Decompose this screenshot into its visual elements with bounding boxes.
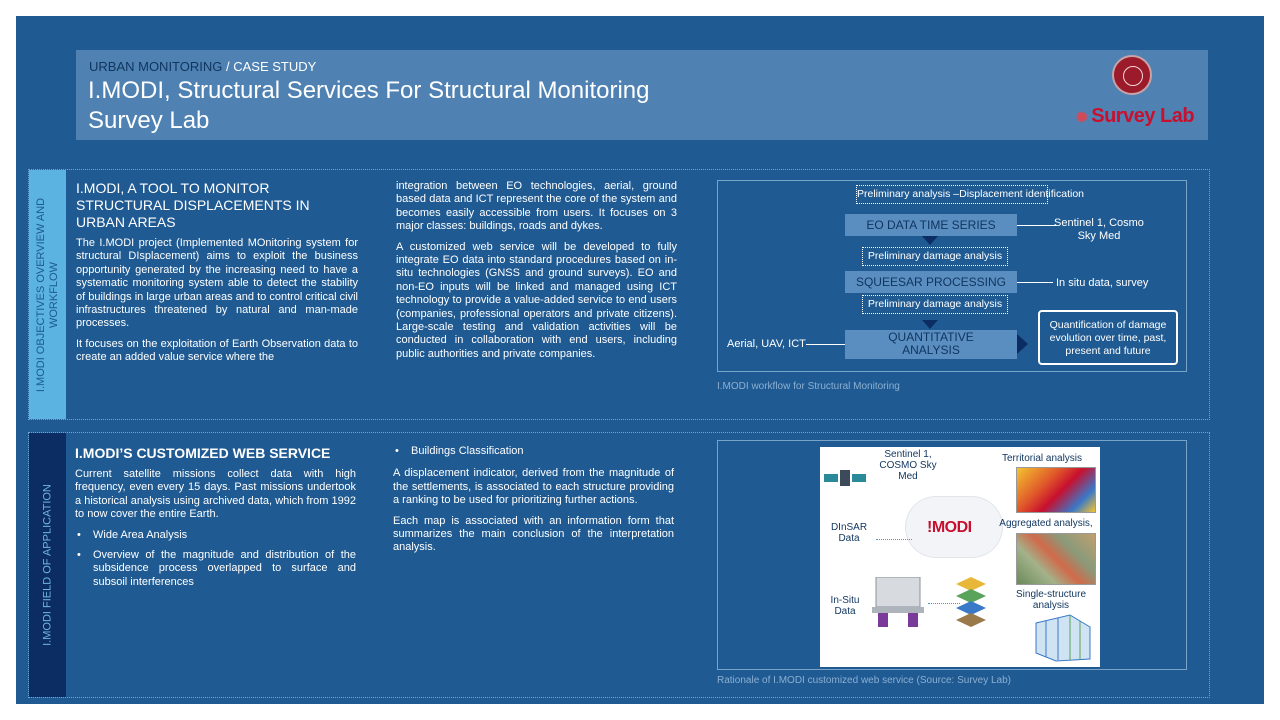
connector-dinsar: [876, 539, 912, 540]
step-quantitative-analysis: [845, 330, 1017, 359]
step-preliminary-displacement: Preliminary analysis –Displacement identification: [856, 185, 1048, 204]
input-sentinel-line1: Sentinel 1, Cosmo: [1054, 217, 1144, 229]
building-model-icon: [1030, 613, 1096, 663]
breadcrumb-separator: /: [222, 59, 234, 74]
step-eo-data-time-series: EO DATA TIME SERIES: [845, 214, 1017, 236]
input-aerial: Aerial, UAV, ICT: [727, 338, 806, 350]
arrow-right-icon: [1017, 334, 1028, 354]
output-line1: Quantification of damage: [1049, 319, 1167, 331]
objectives-paragraph-1: The I.MODI project (Implemented MOnitoring system for structural DIsplacement) aims to exploit the business opportunity generated by the increasing need to have a systematic monitoring system able to detect the stability of buildings in large urban areas and to control critical civil infrastructures threatened by natural and man-made processes.: [76, 237, 358, 330]
connector-insitu: [1017, 282, 1053, 283]
label-insitu-line1: In-Situ: [830, 595, 860, 606]
application-column-2: [393, 445, 674, 562]
step-preliminary-damage-1: Preliminary damage analysis: [862, 247, 1008, 266]
label-territorial: Territorial analysis: [1001, 453, 1083, 464]
label-insitu: [822, 595, 868, 617]
application-paragraph-1: Current satellite missions collect data with high frequency, even every 15 days. Past missions undertook a historical analysis using archived data, which from 1992 to now cover the entire Earth.: [75, 468, 356, 521]
input-sentinel-line2: Sky Med: [1077, 230, 1121, 242]
label-aggregated: Aggregated analysis,: [999, 518, 1093, 529]
survey-lab-logo: [1076, 105, 1194, 128]
workflow-caption: I.MODI workflow for Structural Monitoring: [717, 381, 900, 392]
label-dinsar-line2: Data: [838, 533, 860, 544]
connector-aerial: [806, 344, 845, 345]
sidebar-label-line2: WORKFLOW: [47, 261, 60, 328]
logo-star-icon: ✺: [1076, 109, 1088, 125]
layers-icon: [956, 577, 986, 631]
bullet-buildings: • Buildings Classification: [393, 445, 674, 458]
header-banner: [76, 50, 1208, 140]
output-line3: present and future: [1065, 345, 1151, 357]
page-title: [88, 76, 650, 136]
objectives-sidebar: [29, 170, 66, 419]
application-sidebar: [29, 433, 66, 697]
application-paragraph-3: Each map is associated with an information form that summarizes the main conclusion of the interpretation analysis.: [393, 514, 674, 554]
output-line2: evolution over time, past,: [1049, 332, 1167, 344]
satellite-icon: [824, 465, 868, 491]
application-column-1: [75, 445, 356, 596]
application-paragraph-2: A displacement indicator, derived from the magnitude of the settlements, is associated to each structure providing a ranking to be used for prioritizing further actions.: [393, 467, 674, 507]
imodi-cloud-logo: [927, 519, 972, 537]
label-insitu-line2: Data: [834, 606, 856, 617]
application-sidebar-label: I.MODI FIELD OF APPLICATION: [41, 484, 53, 646]
label-sentinel-line2: COSMO Sky: [879, 460, 937, 471]
bullet-wide-area: • Wide Area Analysis: [75, 529, 356, 542]
sidebar-label-line1: I.MODI OBJECTIVES OVERVIEW AND: [34, 197, 47, 392]
territorial-heatmap: [1016, 467, 1096, 513]
arrow-down-1-icon: [922, 236, 938, 245]
breadcrumb: [89, 59, 316, 74]
objectives-paragraph-2: It focuses on the exploitation of Earth Observation data to create an added value service where the: [76, 337, 358, 364]
university-seal-icon: [1112, 55, 1152, 95]
page-title-line1: I.MODI, Structural Services For Structural Monitoring: [88, 77, 650, 104]
input-sentinel: [1044, 217, 1154, 243]
label-dinsar-line1: DInSAR: [830, 522, 868, 533]
step-quantitative-line1: QUANTITATIVE: [888, 330, 974, 344]
label-sentinel: [868, 449, 948, 482]
objectives-panel: [28, 169, 1210, 420]
logo-part-2: O: [944, 519, 957, 536]
label-single-structure: [1006, 589, 1096, 611]
workflow-diagram: [717, 180, 1187, 372]
aggregated-map: [1016, 533, 1096, 585]
output-quantification: [1038, 310, 1178, 365]
logo-part-1: !M: [927, 519, 945, 536]
laptop-icon: [872, 577, 926, 627]
breadcrumb-section[interactable]: URBAN MONITORING: [89, 59, 223, 74]
logo-label: Survey Lab: [1091, 105, 1195, 127]
bullet-overview: • Overview of the magnitude and distribution of the subsidence process overlapped to surface and subsoil interferences: [75, 549, 356, 589]
objectives-column-2: [396, 180, 677, 368]
objectives-column-1: [76, 180, 358, 372]
label-dinsar: [824, 522, 874, 544]
step-squeesar-processing: SQUEESAR PROCESSING: [845, 271, 1017, 293]
page-title-line2: Survey Lab: [88, 107, 210, 134]
application-panel: [28, 432, 1210, 698]
label-sentinel-line3: Med: [898, 471, 918, 482]
objectives-sidebar-label: [35, 197, 61, 391]
breadcrumb-page: CASE STUDY: [233, 59, 317, 74]
rationale-caption: Rationale of I.MODI customized web service (Source: Survey Lab): [717, 675, 1012, 686]
application-heading: I.MODI’S CUSTOMIZED WEB SERVICE: [75, 445, 331, 461]
objectives-paragraph-3: integration between EO technologies, aerial, ground based data and ICT represent the core of the system and becomes easily accessible from users. It focuses on 3 major classes: buildings, roads and dykes.: [396, 180, 677, 233]
slide: [16, 16, 1264, 704]
logo-part-3: DI: [956, 519, 972, 536]
label-single-line2: analysis: [1032, 600, 1070, 611]
step-quantitative-line2: ANALYSIS: [902, 343, 960, 357]
objectives-paragraph-4: A customized web service will be developed to fully integrate EO data into standard procedures based on in-situ technologies (GNSS and ground surveys). EO and non-EO inputs will be linked and managed using ICT technology to provide a value-added service to end users (companies, professional operators and private citizens). Large-scale testing and validation activities will be conducted in collaboration with end users, including public authorities and private companies.: [396, 240, 677, 360]
label-sentinel-line1: Sentinel 1,: [884, 449, 932, 460]
input-insitu: In situ data, survey: [1056, 277, 1149, 289]
rationale-diagram: [717, 440, 1187, 670]
objectives-heading: I.MODI, A TOOL TO MONITOR STRUCTURAL DISPLACEMENTS IN URBAN AREAS: [76, 180, 310, 230]
label-single-line1: Single-structure: [1015, 589, 1087, 600]
arrow-down-2-icon: [922, 320, 938, 329]
rationale-image: [820, 447, 1100, 667]
step-preliminary-damage-2: Preliminary damage analysis: [862, 295, 1008, 314]
